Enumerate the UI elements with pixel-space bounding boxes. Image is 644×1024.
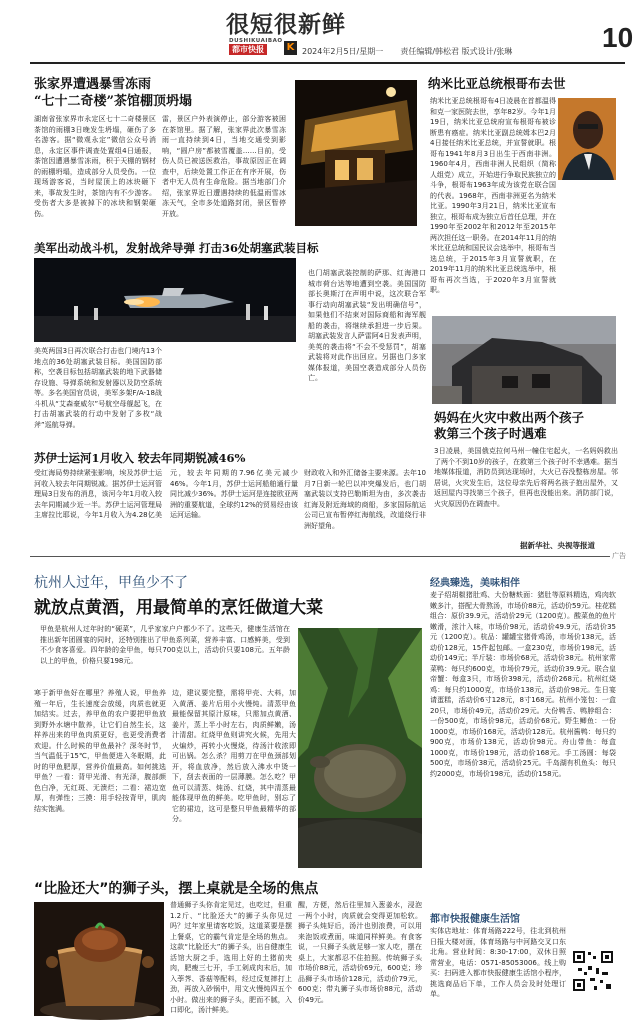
article-fire-body: 3日凌晨，美国俄克拉何马州一幢住宅起火，一名妈妈救出了两个不到10岁的孩子，在救第三个孩子时不幸遇难。据当地媒体报道，消防员到达现场时，大火已吞没整栋房屋。邻居说，火灾发生后，这位母亲先后将两名孩子抱出屋外，又返回屋内寻找第三个孩子，但再也没能出来。消防部门说，火灾原因仍在调查中。 [434, 447, 618, 508]
feature-body-col2: 边，建议要完整，需将甲壳、大料，加入黄酒、姜片后用小火慢炖。清蒸甲鱼最能保留其原汁原味，只需加点黄酒、姜片，蒸上半小时左右，肉质鲜嫩，汤汁清甜。红烧甲鱼则讲究火候，先用大火煸炒，再转小火慢烧，待汤汁收浓即可出锅。怎么杀？用剪刀在甲鱼颈部划开，将血放净，然后放入沸水中烫一下，刮去表面的一层薄膜。怎么吃？甲鱼可以清蒸、炖汤、红烧，其中清蒸最能体现甲鱼的鲜美。吃甲鱼时，别忘了它的裙边，这可是整只甲鱼最精华的部分。 [172, 689, 296, 823]
brand-en: DUSHIKUAIBAO [229, 38, 283, 44]
feature-headline: 就放点黄酒，用最简单的烹饪做道大菜 [34, 598, 323, 618]
date-line [302, 46, 512, 57]
article-title [34, 76, 288, 110]
ad-divider [30, 556, 610, 557]
news-source: 据新华社、央视等报道 [520, 541, 595, 550]
store-title: 都市快报健康生活馆 [430, 914, 520, 925]
article-yemen-title: 美军出动战斗机，发射战斧导弹 打击36处胡塞武装目标 [34, 241, 319, 255]
teahouse-photo [295, 80, 417, 226]
feature2-title: “比脸还大”的狮子头，摆上桌就是全场的焦点 [34, 881, 319, 897]
ad-label: 广告 [612, 552, 626, 560]
feature-kicker: 杭州人过年，甲鱼少不了 [34, 575, 188, 591]
article-suez-body-col2: 财政收入和外汇储备主要来源。去年10月7日新一轮巴以冲突爆发后，也门胡塞武装以支持巴勒斯坦为由，多次袭击红海及附近海域的商船，多家国际航运公司已宣布暂停红海航线，改道绕行非洲好望角。 [304, 469, 426, 530]
article-zhangjiajie [34, 76, 288, 226]
masthead [0, 0, 644, 66]
article-title: 纳米比亚总统根哥布去世 [428, 76, 566, 91]
feature-lead: 甲鱼是杭州人过年时的“硬菜”，几乎家家户户都少不了。这些天，健康生活馆在推出新年团圆宴的同时，还特别推出了甲鱼系列菜，营养丰富、口感鲜美，受到不少食客喜爱。四年龄的金甲鱼，每只700克以上，活动价只要108元。五年龄以上的甲鱼，价格只要198元。 [40, 625, 290, 665]
designer-credit: 版式设计/张琳 [461, 47, 513, 56]
article-yemen-body-col3: 也门胡塞武装控制的萨那、红海港口城市荷台达等地遭到空袭。美国国防部长奥斯汀在声明中说，这次联合军事行动向胡塞武装“发出明确信号”，如果他们不结束对国际商船和海军舰船的袭击，将继续承担进一步后果。胡塞武装发言人萨雷阿4日发表声明，美英的袭击将“不会不受惩罚”，胡塞武装将对此作出回应。另据也门多家媒体报道，美国空袭造成部分人员伤亡。 [308, 269, 426, 382]
sidebar-store [430, 910, 616, 1018]
sidebar-promo [430, 574, 616, 894]
editor-credit: 责任编辑/韩松君 [400, 47, 460, 56]
turtle-photo [298, 628, 422, 868]
article-yemen-body-col1: 美英两国3日再次联合打击也门境内13个地点的36处胡塞武装目标。美国国防部称，空袭目标包括胡塞武装的地下武器储存设施、导弹系统和发射器以及防空系统等。多名美国官员说，美军多架F/A-18战斗机从“艾森豪威尔”号航空母舰起飞，在打击胡塞武装的行动中发射了多枚“战斧”巡航导弹。 [34, 347, 162, 429]
feature-body-col1: 寒于新甲鱼好在哪里？养殖人说，甲鱼养殖一年后，生长速度会放缓，肉质也就更加结实。过去，养甲鱼的农户要把甲鱼放到野外水塘中散养，让它们自然生长，这样养出来的甲鱼肉质更好，也更受消费者欢迎。什么时候的甲鱼最补？深冬时节，当气温低于15℃，甲鱼便进入冬眠期，此时的甲鱼肥厚，营养价值最高。如何挑选甲鱼？一看：背甲光滑、有光泽，腹部颜色白净，无红斑、无溃烂；二看：裙边宽厚，有弹性；三摸：用手轻按背甲，肌肉结实饱满。 [34, 689, 166, 813]
issue-date: 2024年2月5日/星期一 [302, 47, 384, 56]
brand-cn: 都市快报 [229, 44, 267, 55]
article-suez-body-col1: 受红海局势持续紧张影响，埃及苏伊士运河收入较去年同期锐减。据苏伊士运河管理局3日发布的消息，该河今年1月收入较去年同期减少近一半。苏伊士运河管理局主席拉比耶说，今年1月收入为4.28亿美元，较去年同期的7.96亿美元减少46%。今年1月，苏伊士运河船舶通行量同比减少36%。苏伊士运河是连接欧亚两洲的重要航道，全球约12%的贸易经由该运河运输。 [34, 469, 298, 519]
feature2-body-col1: 普通狮子头你肯定见过，也吃过，但重1.2斤、“比脸还大”的狮子头你见过吗？过年家里请客吃饭，这道菜要是摆上餐桌，它的霸气肯定是全场的焦点。这款“比脸还大”的狮子头，出自健康生活馆大厨之手，选用上好的土猪前夹肉，肥瘦三七开，手工剁成肉末后，加入荸荠、香菇等配料，经过反复摔打上劲，再放入砂锅中，用文火慢炖四五个小时。做出来的狮子头，肥而不腻，入口即化，汤汁鲜美。 [170, 901, 292, 1014]
article-body-col2: 雷，景区户外表演停止，部分游客被困在茶馆里。据了解，张家界此次暴雪冻雨一直持续到4日，当地交通受到影响，“圆户房”都被雪覆盖……目前，受伤人员已被送医救治，事故原因正在调查中，后续处置工作正在有序开展，伤者中无人员有生命危险。据当地部门介绍，张家界近日遭遇持续的低温雨雪冰冻天气，全市多处道路封闭，景区暂停开放。 [162, 115, 286, 218]
sidebar-body: 麦子绍胡椒猪肚鸡、大份糖麸面：猪肚等原料精选，鸡肉软嫩多汁，搭配大骨熬汤，市场价88元，活动价59元。桂花糕组合：原价39.9元，活动价29元（1200克）。酸菜鱼的鱼片嫩滑，浓汁入味，市场价98元，活动价49.9元，活动价35元（1200克）。杭品：罐罐宝猪骨鸡汤，市场价138元，活动价128元，15件起包邮。一盒230克，市场价198元，活动价149元；半斤装：市场价68元，活动价38元。杭州家常菜鸭：每只约600克，市场价79元，活动价39.9元。联合皇帝蟹：每盒3只，市场价398元，活动价268元。杭州红烧鸡：每只约1000克，市场价138元，活动价98元。生日宴请蛋糕，活动价6寸128元，8寸168元。杭州小笼包：一盒20只，市场价49元，活动价29元。大份鸭舌、鸭脖组合：一份500克，市场价98元，活动价68元。野生鲫鱼：一份1000克，市场价168元，活动价128元。杭州酱鸭：每只约900克，市场价138元，活动价98元。舟山带鱼：每盒1000克，市场价198元，活动价168元。手工汤圆：每袋500克，市场价38元，活动价25元。千岛湖有机鱼头：每只约2000克，市场价198元，活动价158元。 [430, 591, 616, 778]
header-rule [30, 62, 625, 64]
article-fire-title [434, 410, 618, 442]
store-body: 实体店地址：体育场路222号，往北到杭州日报大楼对面，体育场路与中河路交叉口东北角。营业时间：8:30-17:00，双休日照常营业，电话：0571-85053006。线上购买：扫码进入都市快报健康生活馆小程序，挑选商品后下单，工作人员会及时处理订单。 [430, 927, 566, 998]
article-title-line2: “七十二奇楼”茶馆棚顶坍塌 [34, 94, 192, 109]
article-title-line1: 张家界遭遇暴雪冻雨 [34, 77, 152, 92]
fighter-jet-photo [34, 258, 296, 342]
lion-head-photo [34, 902, 164, 1016]
article-yemen-body-col2 [166, 346, 300, 436]
article-body: 纳米比亚总统根哥布4日凌晨在首都温得和克一家医院去世，享年82岁。今年1月19日，纳米比亚总统府宣布根哥布被诊断患有癌症。纳米比亚副总统姆本巴2月4日接任纳米比亚总统，并宣誓就职。根哥布1941年8月3日出生于西南非洲。1960年4月，西南非洲人民组织（简称人组党）成立，开始进行争取民族独立的斗争，根哥布1963年成为该党在联合国的代表。1968年，西南非洲更名为纳米比亚。1990年3月21日，纳米比亚宣布独立，根哥布成为独立后首任总理，并在1990年至2002年和2012年至2015年两次担任这一职务。在2014年11月的纳米比亚总统和国民议会选举中，根哥布当选总统，于2015年3月宣誓就职，在2019年11月的纳米比亚总统选举中，根哥布再次当选，于2020年3月宣誓就职。 [430, 97, 556, 294]
article-fire-title-line1: 妈妈在火灾中救出两个孩子 [434, 410, 585, 425]
fire-scene-photo [432, 316, 616, 404]
article-fire-title-line2: 救第三个孩子时遇难 [434, 426, 547, 441]
feature2-body-col2: 醒，方便，然后往里加入葱姜水，浸泡一两个小时，肉质就会变得更加松软。狮子头炖好后，汤汁也别浪费，可以用来泡饭或煮面，味道同样鲜美。有食客说，一只狮子头就足够一家人吃，摆在桌上，大家都忍不住拍照。传统狮子头市场价88元，活动价69元，600克；珍品狮子头市场价128元，活动价79元，600克；带丸狮子头市场价88元，活动价49元。 [298, 901, 422, 1004]
brand-k-icon: K [284, 41, 297, 55]
page-number: 10 [602, 22, 634, 53]
qr-code-icon[interactable] [572, 950, 614, 992]
president-portrait [558, 98, 616, 180]
sidebar-title: 经典臻选，美味相伴 [430, 578, 520, 589]
article-suez-title: 苏伊士运河1月收入 较去年同期锐减46% [34, 451, 246, 465]
article-body-wide [430, 180, 614, 296]
section-title: 很短很新鲜 [226, 11, 346, 38]
article-body-col1: 湖南省张家界市永定区七十二奇楼景区茶馆的雨棚3日晚发生坍塌，砸伤了多名游客。据“微观永定”微信公众号消息，永定区事件调查处置组4日通报，茶馆因遭遇暴雪冻雨，积于天棚的钢材的雨棚坍塌，造成部分人员受伤。一位现场游客说，当时屋顶上的冰块砸下来，事故发生时，茶馆内有不少游客。受伤者大多是被掉下的冰块和钢架砸伤。 [34, 115, 156, 218]
